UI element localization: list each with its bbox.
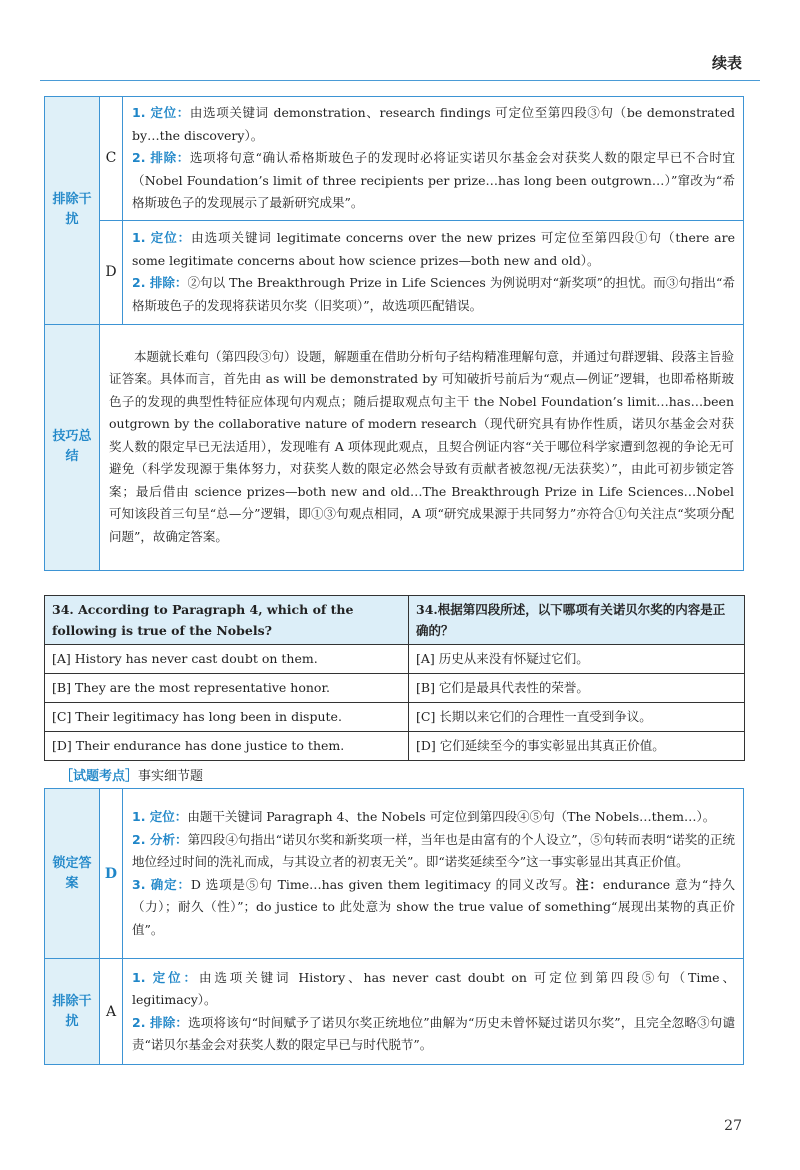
exclude-cell: 1. 定位：由选项关键词 History、has never cast doubt on 可定位到第四段⑤句（Time、legitimacy）。 2. 排除：选项将该句“时间赋予了诺贝尔奖正统地位”曲解为“历史未曾怀疑过诺贝尔奖”，且完全忽略③句谴责“诺贝尔基金会对获奖人数的限定早已与时代脱节”。 [123,959,744,1065]
page-number: 27 [724,1118,742,1134]
answer-cell: 1. 定位：由题干关键词 Paragraph 4、the Nobels 可定位到第四段④⑤句（The Nobels…them…）。 2. 分析：第四段④句指出“诺贝尔奖和新奖项一样，当年也是由富有的个人设立”，⑤句转而表明“诺奖的正统地位经过时间的洗礼而成，与其设立者的初衷无关”。即“诺奖延续至今”这一事实彰显出其真正价值。 3. 确定：D 选项是⑤句 Time…has given them legitimacy 的同义改写。注：endurance 意为“持久（力）；耐久（性）”；do justice to 此处意为 show the true value of something“展现出某物的真正价值”。 [123,789,744,959]
summary-text: 本题就长难句（第四段③句）设题，解题重在借助分析句子结构精准理解句意，并通过句群逻辑、段落主旨验证答案。具体而言，首先由 as will be demonstrated by 可知破折号前后为“观点—例证”逻辑，也即希格斯玻色子的发现的典型性特征应体现句内观点；随后提取观点句主干 the Nobel Foundation’s limit…has…been outgrown by the collaborative nature of modern research（现代研究具有协作性质，诺贝尔基金会对获奖人数的限定早已无法适用），发现唯有 A 项体现此观点，且契合例证内容“关于哪位科学家遭到忽视的争论无可避免（科学发现源于集体努力，对获奖人数的限定必然会导致有贡献者被忽视/无法获奖）”，由此可初步锁定答案；最后借由 science prizes—both new and old…The Breakthrough Prize in Life Sciences…Nobel 可知该段首三句呈“总—分”逻辑，即①③句观点相同，A 项“研究成果源于共同努力”亦符合①句关注点“奖项分配问题”，故确定答案。 [109,348,735,544]
option-b-zh: [B] 它们是最具代表性的荣誉。 [409,674,745,703]
option-d-zh: [D] 它们延续至今的事实彰显出其真正价值。 [409,732,745,761]
analysis-table-bottom [44,788,744,1065]
top-rule [40,80,760,81]
exclude-letter: A [100,959,123,1065]
table-row [45,674,745,703]
category-summary: 技巧总结 [45,324,100,570]
option-a-en: [A] History has never cast doubt on them. [45,645,409,674]
category-answer: 锁定答案 [45,789,100,959]
table-row [45,324,744,570]
continuation-title: 续表 [711,54,742,72]
table-row [45,645,745,674]
question-table [44,595,745,761]
option-letter-d: D [100,220,123,324]
analysis-cell-c: 1. 定位：由选项关键词 demonstration、research findings 可定位至第四段③句（be demonstrated by…the discovery）。 2. 排除：选项将句意“确认希格斯玻色子的发现时必将证实诺贝尔基金会对获奖人数的限定早已不合时宜（Nobel Foundation’s limit of three recipients per prize…has long been outgrown…）”窜改为“希格斯玻色子的发现展示了最新研究成果”。 [123,97,744,221]
table-row [45,703,745,732]
question-stem-zh: 34.根据第四段所述，以下哪项有关诺贝尔奖的内容是正确的？ [409,596,745,645]
table-row [45,220,744,324]
table-row [45,97,744,221]
answer-letter: D [100,789,123,959]
table-row [45,789,744,959]
test-point-text: 事实细节题 [138,769,204,784]
question-stem-en: 34. According to Paragraph 4, which of the following is true of the Nobels? [45,596,409,645]
analysis-cell-d: 1. 定位：由选项关键词 legitimate concerns over the new prizes 可定位至第四段①句（there are some legitimate concerns about how science prizes—both new and old）。 2. 排除：②句以 The Breakthrough Prize in Life Sciences 为例说明对“新奖项”的担忧。而③句指出“希格斯玻色子的发现将获诺贝尔奖（旧奖项）”，故选项匹配错误。 [123,220,744,324]
table-row [45,596,745,645]
option-b-en: [B] They are the most representative honor. [45,674,409,703]
analysis-table-top [44,96,744,571]
option-d-en: [D] Their endurance has done justice to them. [45,732,409,761]
option-c-zh: [C] 长期以来它们的合理性一直受到争议。 [409,703,745,732]
option-c-en: [C] Their legitimacy has long been in dispute. [45,703,409,732]
table-row [45,959,744,1065]
table-row [45,732,745,761]
test-point [60,765,203,784]
summary-cell [100,324,744,570]
option-a-zh: [A] 历史从来没有怀疑过它们。 [409,645,745,674]
option-letter-c: C [100,97,123,221]
category-exclude: 排除干扰 [45,97,100,325]
category-exclude-bottom: 排除干扰 [45,959,100,1065]
test-point-tag: ［试题考点］ [60,769,139,784]
